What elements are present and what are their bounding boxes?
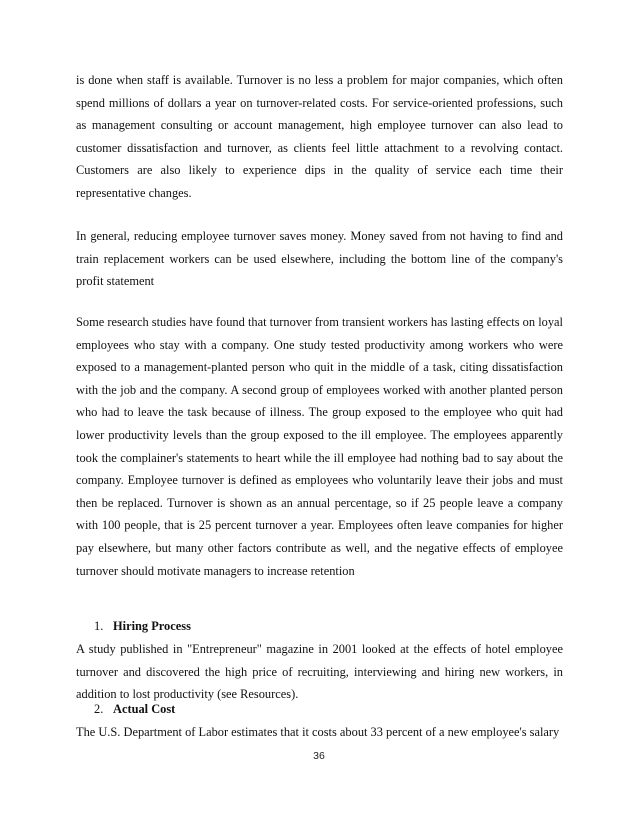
paragraph: Some research studies have found that turnover from transient workers has lasting effects on loyal employees who stay with a company. One study tested productivity among workers who were exposed to a management-planted person who quit in the middle of a task, citing dissatisfaction with the job and the company. A second group of employees worked with another planted person who had to leave the task because of illness. The group exposed to the employee who quit had lower productivity levels than the group exposed to the ill employee. The employees apparently took the complainer's statements to heart while the ill employee had nothing bad to say about the company. Employee turnover is defined as employees who voluntarily leave their jobs and must then be replaced. Turnover is shown as an annual percentage, so if 25 people leave a company with 100 people, that is 25 percent turnover a year. Employees often leave companies for higher pay elsewhere, but many other factors contribute as well, and the negative effects of employee turnover should motivate managers to increase retention <box>76 315 563 578</box>
body-text-block <box>76 638 563 706</box>
body-text-block <box>76 225 563 293</box>
section-heading <box>94 698 175 721</box>
body-text-block <box>76 721 563 744</box>
section-number: 2. <box>94 702 104 716</box>
section-heading <box>94 615 191 638</box>
page-number: 36 <box>313 750 325 762</box>
section-number: 1. <box>94 619 104 633</box>
body-text-block <box>76 69 563 205</box>
section-title: Hiring Process <box>113 619 191 633</box>
section-title: Actual Cost <box>113 702 176 716</box>
paragraph: In general, reducing employee turnover saves money. Money saved from not having to find and train replacement workers can be used elsewhere, including the bottom line of the company's profit statement <box>76 229 563 289</box>
body-text-block <box>76 311 563 582</box>
section-paragraph: The U.S. Department of Labor estimates that it costs about 33 percent of a new employee's salary <box>76 725 560 739</box>
paragraph: is done when staff is available. Turnover is no less a problem for major companies, which often spend millions of dollars a year on turnover-related costs. For service-oriented professions, such as management consulting or account management, high employee turnover can also lead to customer dissatisfaction and turnover, as clients feel little attachment to a revolving contact. Customers are also likely to experience dips in the quality of service each time their representative changes. <box>76 73 563 200</box>
section-paragraph: A study published in "Entrepreneur" magazine in 2001 looked at the effects of hotel employee turnover and discovered the high price of recruiting, interviewing and hiring new workers, in addition to lost productivity (see Resources). <box>76 642 563 702</box>
